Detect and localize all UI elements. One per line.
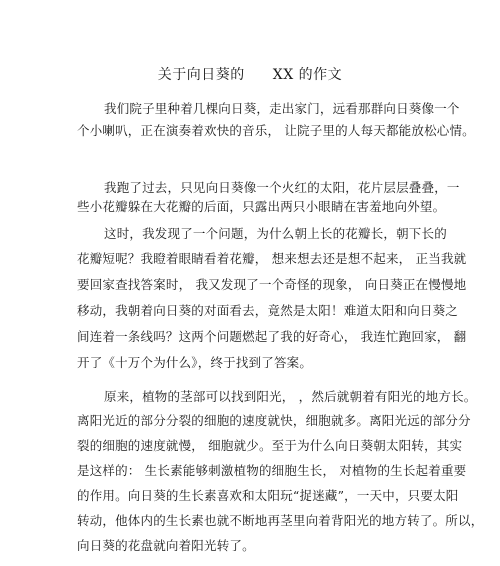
paragraph-4-line-2: 离阳光近的部分分裂的细胞的速度就快，细胞就多。离阳光远的部分分 <box>77 413 471 428</box>
paragraph-3-line-2: 花瓣短呢？我瞪着眼睛看着花瓣， 想来想去还是想不起来， 正当我就 <box>77 251 467 266</box>
paragraph-4-line-7: 向日葵的花盘就向着阳光转了。 <box>77 538 255 553</box>
paragraph-3-line-4: 移动，我朝着向日葵的对面看去，竟然是太阳！难道太阳和向日葵之 <box>77 303 459 318</box>
title-part-2: XX 的作文 <box>272 67 343 83</box>
paragraph-4-line-6: 转动，他体内的生长素也就不断地再茎里向着背阳光的地方转了。所以， <box>77 513 484 528</box>
paragraph-1-line-1: 我们院子里种着几棵向日葵，走出家门，远看那群向日葵像一个 <box>104 101 460 116</box>
paragraph-2-line-2: 些小花瓣躲在大花瓣的后面，只露出两只小眼睛在害羞地向外望。 <box>77 199 446 214</box>
title-part-1: 关于向日葵的 <box>157 67 245 83</box>
paragraph-3-line-5: 间连着一条线吗？这两个问题燃起了我的好奇心， 我连忙跑回家， 翻 <box>77 329 467 344</box>
paragraph-2-line-1: 我跑了过去，只见向日葵像一个火红的太阳，花片层层叠叠，一 <box>104 180 460 195</box>
paragraph-3-line-3: 要回家查找答案时， 我又发现了一个奇怪的现象， 向日葵正在慢慢地 <box>77 277 467 292</box>
paragraph-4-line-5: 的作用。向日葵的生长素喜欢和太阳玩“捉迷藏”，一天中，只要太阳 <box>77 488 459 503</box>
paragraph-4-line-3: 裂的细胞的速度就慢， 细胞就少。至于为什么向日葵朝太阳转，其实 <box>77 438 463 453</box>
document-title <box>0 66 500 84</box>
paragraph-4-line-4: 是这样的： 生长素能够刺激植物的细胞生长， 对植物的生长起着重要 <box>77 463 467 478</box>
paragraph-3-line-1: 这时，我发现了一个问题，为什么朝上长的花瓣长，朝下长的 <box>104 226 447 241</box>
paragraph-1-line-2: 个小喇叭，正在演奏着欢快的音乐， 让院子里的人每天都能放松心情。 <box>77 123 475 138</box>
paragraph-4-line-1: 原来，植物的茎部可以找到阳光， ，然后就朝着有阳光的地方长。 <box>104 389 477 404</box>
paragraph-3-line-6: 开了《十万个为什么》，终于找到了答案。 <box>77 355 313 370</box>
